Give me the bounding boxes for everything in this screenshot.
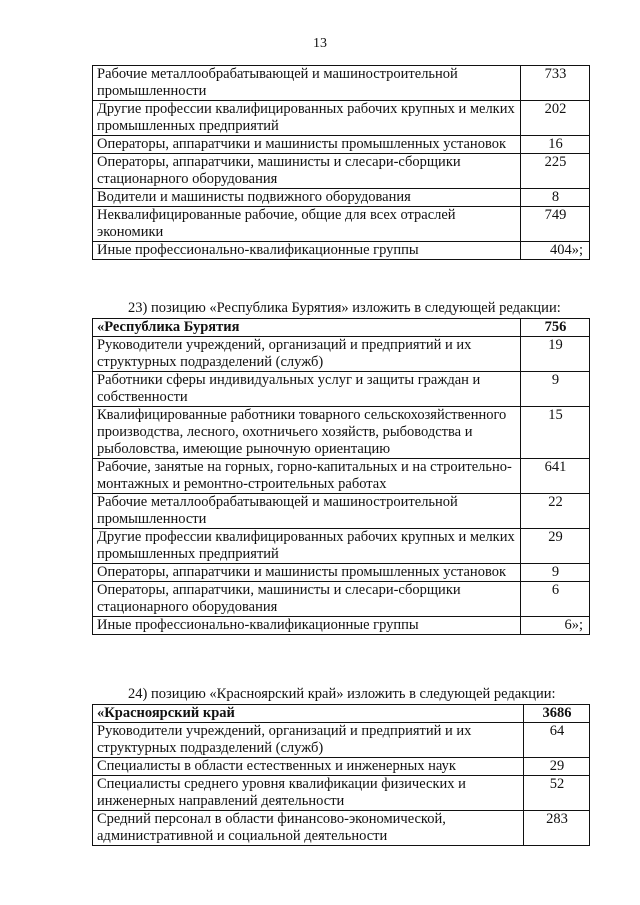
count-value: 64 [524, 723, 590, 758]
table-buryatia [92, 318, 590, 635]
table-krasnoyarsk [92, 704, 590, 846]
count-value: 6»; [521, 617, 590, 635]
count-value: 8 [521, 189, 590, 207]
count-value: 52 [524, 776, 590, 811]
table-row [93, 101, 590, 136]
occupation-group: Операторы, аппаратчики и машинисты промышленных установок [93, 564, 521, 582]
occupation-group: Иные профессионально-квалификационные группы [93, 617, 521, 635]
table-row [93, 564, 590, 582]
table-row [93, 723, 590, 758]
table-row [93, 811, 590, 846]
paragraph-24: 24) позицию «Красноярский край» изложить в следующей редакции: [128, 686, 556, 702]
occupation-group: Работники сферы индивидуальных услуг и защиты граждан и собственности [93, 372, 521, 407]
occupation-group: Операторы, аппаратчики и машинисты промышленных установок [93, 136, 521, 154]
occupation-group: Рабочие, занятые на горных, горно-капитальных и на строительно-монтажных и ремонтно-строительных работах [93, 459, 521, 494]
region-name: «Красноярский край [93, 705, 524, 723]
table-row [93, 776, 590, 811]
occupation-group: Квалифицированные работники товарного сельскохозяйственного производства, лесного, охотничьего хозяйств, рыбоводства и рыболовства, имеющие рыночную ориентацию [93, 407, 521, 459]
count-value: 202 [521, 101, 590, 136]
occupation-group: Средний персонал в области финансово-экономической, административной и социальной деятельности [93, 811, 524, 846]
table-row [93, 189, 590, 207]
region-total: 756 [521, 319, 590, 337]
count-value: 29 [521, 529, 590, 564]
count-value: 9 [521, 372, 590, 407]
count-value: 225 [521, 154, 590, 189]
occupation-group: Операторы, аппаратчики, машинисты и слесари-сборщики стационарного оборудования [93, 154, 521, 189]
table-row [93, 494, 590, 529]
count-value: 6 [521, 582, 590, 617]
occupation-group: Другие профессии квалифицированных рабочих крупных и мелких промышленных предприятий [93, 101, 521, 136]
occupation-group: Иные профессионально-квалификационные группы [93, 242, 521, 260]
count-value: 641 [521, 459, 590, 494]
count-value: 15 [521, 407, 590, 459]
occupation-group: Руководители учреждений, организаций и предприятий и их структурных подразделений (служб) [93, 337, 521, 372]
occupation-group: Рабочие металлообрабатывающей и машиностроительной промышленности [93, 66, 521, 101]
table-continued [92, 65, 590, 260]
count-value: 749 [521, 207, 590, 242]
table-row [93, 407, 590, 459]
table-row [93, 617, 590, 635]
occupation-group: Специалисты в области естественных и инженерных наук [93, 758, 524, 776]
table-header-row [93, 705, 590, 723]
table-row [93, 459, 590, 494]
table-row [93, 337, 590, 372]
occupation-group: Специалисты среднего уровня квалификации физических и инженерных направлений деятельности [93, 776, 524, 811]
occupation-group: Руководители учреждений, организаций и предприятий и их структурных подразделений (служб) [93, 723, 524, 758]
table-row [93, 529, 590, 564]
table-row [93, 207, 590, 242]
table-row [93, 66, 590, 101]
paragraph-23: 23) позицию «Республика Бурятия» изложить в следующей редакции: [128, 300, 561, 316]
count-value: 29 [524, 758, 590, 776]
table-row [93, 372, 590, 407]
occupation-group: Операторы, аппаратчики, машинисты и слесари-сборщики стационарного оборудования [93, 582, 521, 617]
count-value: 22 [521, 494, 590, 529]
table-row [93, 154, 590, 189]
table-row [93, 136, 590, 154]
region-name: «Республика Бурятия [93, 319, 521, 337]
page-number: 13 [313, 36, 327, 51]
count-value: 283 [524, 811, 590, 846]
table-body [93, 66, 590, 260]
count-value: 16 [521, 136, 590, 154]
count-value: 19 [521, 337, 590, 372]
occupation-group: Неквалифицированные рабочие, общие для всех отраслей экономики [93, 207, 521, 242]
table-body [93, 705, 590, 846]
table-body [93, 319, 590, 635]
table-row [93, 758, 590, 776]
occupation-group: Водители и машинисты подвижного оборудования [93, 189, 521, 207]
count-value: 404»; [521, 242, 590, 260]
count-value: 9 [521, 564, 590, 582]
region-total: 3686 [524, 705, 590, 723]
table-row [93, 582, 590, 617]
occupation-group: Другие профессии квалифицированных рабочих крупных и мелких промышленных предприятий [93, 529, 521, 564]
table-header-row [93, 319, 590, 337]
occupation-group: Рабочие металлообрабатывающей и машиностроительной промышленности [93, 494, 521, 529]
count-value: 733 [521, 66, 590, 101]
table-row [93, 242, 590, 260]
